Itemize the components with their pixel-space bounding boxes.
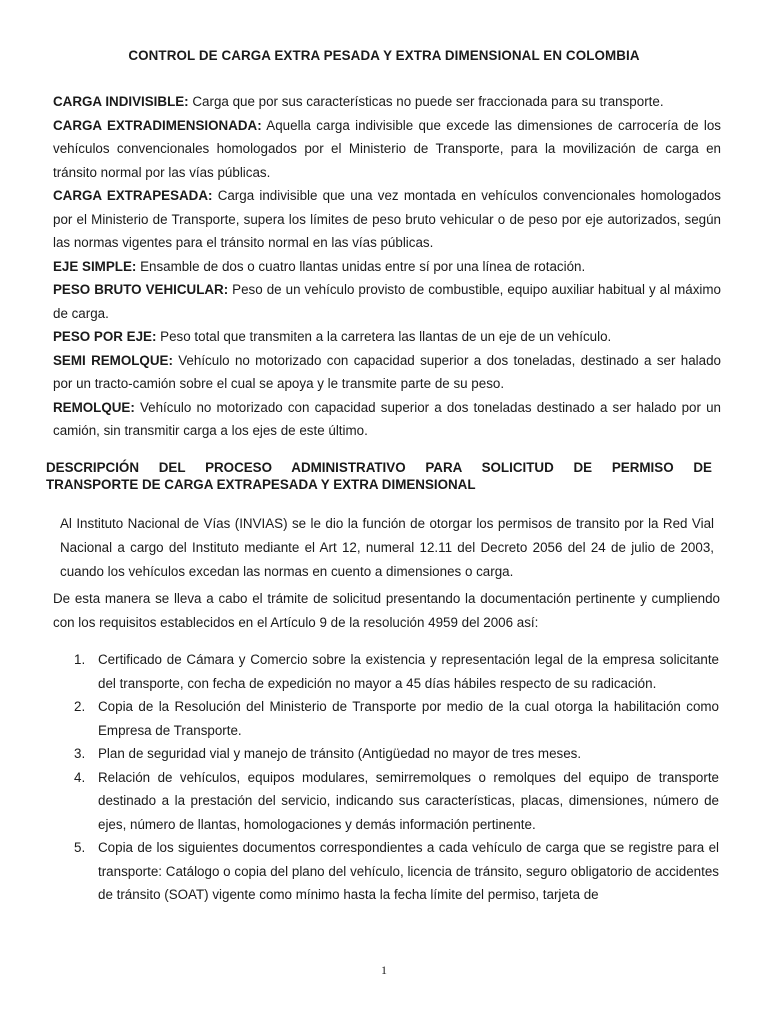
list-text: Plan de seguridad vial y manejo de tránsito (Antigüedad no mayor de tres meses. [98, 746, 582, 761]
definition-text: Vehículo no motorizado con capacidad superior a dos toneladas, destinado a ser halado por un tracto-camión sobre el cual se apoya y le transmite parte de su peso. [53, 352, 721, 391]
list-item [74, 742, 719, 766]
requirements-list [74, 648, 719, 907]
section-heading-line1: DESCRIPCIÓN DEL PROCESO ADMINISTRATIVO PARA SOLICITUD DE PERMISO DE [46, 460, 712, 475]
list-number: 1. [74, 652, 86, 667]
definition-item [53, 90, 721, 114]
list-text: Copia de la Resolución del Ministerio de Transporte por medio de la cual otorga la habilitación como Empresa de Transporte. [98, 699, 719, 738]
definition-term: SEMI REMOLQUE: [53, 352, 173, 368]
page-number: 1 [381, 963, 387, 977]
section-heading-line2: TRANSPORTE DE CARGA EXTRAPESADA Y EXTRA DIMENSIONAL [46, 477, 476, 492]
definition-term: REMOLQUE: [53, 399, 135, 415]
list-text: Relación de vehículos, equipos modulares, semirremolques o remolques del equipo de transporte destinado a la prestación del servicio, indicando sus características, placas, dimensiones, número de ejes, número de llantas, homologaciones y demás información pertinente. [98, 769, 719, 832]
definition-text: Vehículo no motorizado con capacidad superior a dos toneladas destinado a ser halado por un camión, sin transmitir carga a los ejes de este último. [53, 399, 721, 438]
definition-text: Peso de un vehículo provisto de combustible, equipo auxiliar habitual y al máximo de carga. [53, 282, 721, 321]
document-title: CONTROL DE CARGA EXTRA PESADA Y EXTRA DIMENSIONAL EN COLOMBIA [128, 48, 640, 63]
list-number: 2. [74, 699, 86, 714]
definition-item [53, 184, 721, 255]
definition-item [53, 325, 721, 349]
list-number: 5. [74, 840, 86, 855]
definitions-list [53, 90, 721, 443]
list-number: 4. [74, 769, 86, 785]
definition-text: Peso total que transmiten a la carretera las llantas de un eje de un vehículo. [156, 329, 612, 344]
definition-term: EJE SIMPLE: [53, 258, 137, 274]
list-item [74, 695, 719, 742]
definition-text: Aquella carga indivisible que excede las dimensiones de carrocería de los vehículos convencionales homologados por el Ministerio de Transporte, para la movilización de carga en tránsito normal por las vías públicas. [53, 117, 721, 180]
section-heading [46, 459, 712, 493]
list-text: Certificado de Cámara y Comercio sobre la existencia y representación legal de la empresa solicitante del transporte, con fecha de expedición no mayor a 45 días hábiles respecto de su radicación. [98, 652, 719, 691]
paragraph-invias: Al Instituto Nacional de Vías (INVIAS) se le dio la función de otorgar los permisos de transito por la Red Vial Nacional a cargo del Instituto mediante el Art 12, numeral 12.11 del Decreto 2056 del 24 de julio de 2003, cuando los vehículos excedan las normas en cuento a dimensiones o carga. [60, 516, 714, 579]
definition-item [53, 114, 721, 185]
definition-item [53, 349, 721, 396]
definition-term: PESO POR EJE: [53, 329, 157, 344]
definition-item [53, 255, 721, 279]
definition-term: PESO BRUTO VEHICULAR: [53, 282, 229, 297]
list-item [74, 766, 719, 837]
definition-term: CARGA INDIVISIBLE: [53, 94, 189, 109]
list-text: Copia de los siguientes documentos correspondientes a cada vehículo de carga que se registre para el transporte: Catálogo o copia del plano del vehículo, licencia de tránsito, seguro obligatorio de accidentes de tránsito (SOAT) vigente como mínimo hasta la fecha límite del permiso, tarjeta de [98, 840, 719, 902]
list-item [74, 648, 719, 695]
list-number: 3. [74, 746, 86, 761]
definition-text: Carga indivisible que una vez montada en vehículos convencionales homologados por el Ministerio de Transporte, supera los límites de peso bruto vehicular o de peso por eje autorizados, según las normas vigentes para el tránsito normal en las vías públicas. [53, 188, 721, 250]
paragraph-tramite: De esta manera se lleva a cabo el trámite de solicitud presentando la documentación pertinente y cumpliendo con los requisitos establecidos en el Artículo 9 de la resolución 4959 del 2006 así: [53, 591, 720, 630]
list-item [74, 836, 719, 907]
definition-text: Ensamble de dos o cuatro llantas unidas entre sí por una línea de rotación. [136, 258, 586, 274]
definition-item [53, 278, 721, 325]
definition-term: CARGA EXTRADIMENSIONADA: [53, 117, 262, 133]
definition-item [53, 396, 721, 443]
definition-text: Carga que por sus características no puede ser fraccionada para su transporte. [188, 94, 664, 109]
definition-term: CARGA EXTRAPESADA: [53, 188, 213, 203]
